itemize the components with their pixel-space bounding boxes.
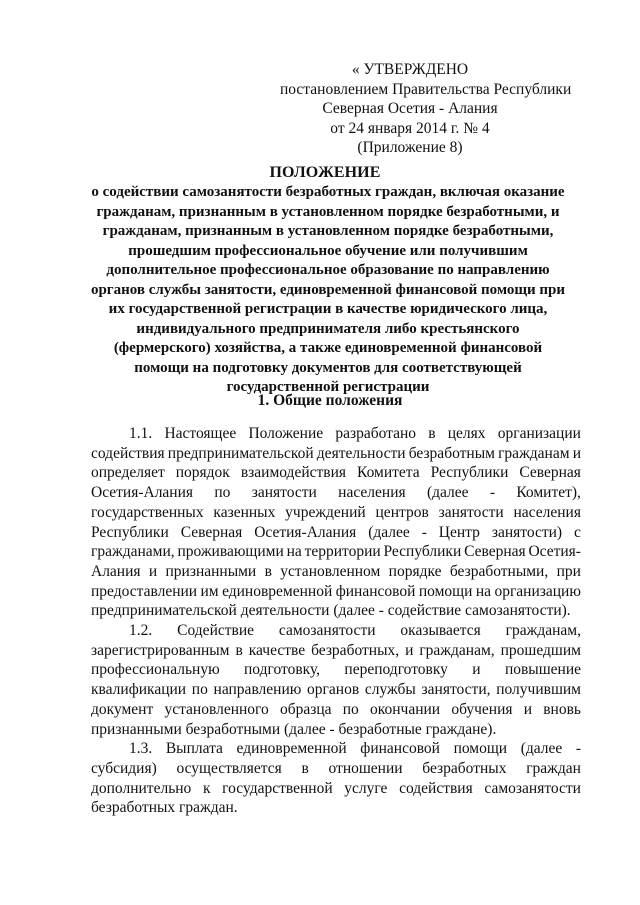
word: Осетия-: [528, 543, 581, 561]
word: услуге: [344, 779, 388, 797]
paragraph-line: [91, 680, 581, 700]
paragraph-line: [91, 424, 581, 444]
word: учреждений: [285, 503, 366, 521]
word: целях: [447, 425, 486, 442]
subtitle-line: гражданам, признанным в установленном порядке безработными, и: [96, 203, 560, 220]
word: по: [342, 700, 359, 718]
word: содействия: [399, 779, 473, 797]
word: (далее: [426, 484, 469, 502]
word: взаимодействия: [240, 464, 347, 482]
word: в: [301, 759, 309, 777]
paragraph-line: [91, 660, 581, 680]
word: на: [475, 582, 491, 600]
line-text: признанными безработными (далее - безработные граждане).: [91, 720, 497, 738]
paragraph-line: [91, 720, 581, 740]
word: содействия: [91, 444, 165, 462]
word: Республики: [383, 543, 462, 561]
subtitle-line: их государственной регистрации в качестве юридического лица,: [108, 301, 548, 317]
paragraph-line: [91, 621, 581, 641]
word: предпринимательской: [167, 444, 314, 462]
word: помощи: [418, 582, 473, 600]
word: качестве: [248, 641, 306, 659]
approval-line: (Приложение 8): [357, 139, 463, 156]
paragraph-line: [91, 483, 581, 503]
paragraph-line: [91, 582, 581, 602]
word: единовременной: [236, 740, 347, 758]
word: проживающими: [177, 543, 284, 561]
word: Северная: [464, 543, 526, 561]
word: территории: [304, 543, 381, 561]
subtitle-line: (фермерского) хозяйства, а также единовременной финансовой: [113, 340, 543, 356]
word: -: [489, 484, 496, 502]
subtitle-line: прошедшим профессиональное обучение или получившим: [128, 242, 528, 259]
word: оказывается: [400, 622, 481, 640]
word: Осетия-Алания: [254, 523, 357, 541]
word: предоставлении: [91, 582, 198, 600]
word: Осетия-Алания: [91, 484, 194, 502]
word: единовременной: [222, 582, 333, 600]
word: населения: [338, 484, 406, 502]
line-text: предпринимательской деятельности (далее - содействие самозанятости).: [91, 602, 571, 620]
word: гражданам: [498, 444, 570, 462]
subtitle-line: помощи на подготовку документов для соответствующей: [134, 359, 522, 376]
paragraph-line: [91, 444, 581, 464]
word: (далее: [368, 523, 410, 541]
word: самозанятости: [484, 779, 581, 797]
word: Комитета: [357, 464, 420, 482]
word: Комитет),: [516, 484, 581, 502]
word: занятости: [438, 503, 504, 521]
word: (далее: [520, 740, 563, 758]
word: с: [574, 523, 581, 541]
word: государственных: [91, 503, 204, 521]
word: по: [214, 484, 231, 502]
subtitle-line: индивидуального предпринимателя либо крестьянского: [136, 320, 520, 337]
word: обучения: [451, 700, 513, 718]
subtitle-line: государственной регистрации: [226, 379, 430, 395]
approval-stamp: [280, 60, 572, 158]
word: субсидия): [91, 759, 157, 777]
word: безработным: [408, 444, 495, 462]
paragraph: [91, 621, 581, 739]
word: порядке: [388, 562, 442, 580]
word: установленного: [164, 700, 269, 718]
word: документ: [91, 700, 154, 718]
paragraph: [91, 739, 581, 818]
word: и: [523, 700, 533, 718]
word: Алания: [91, 562, 141, 580]
word: переподготовку: [344, 661, 448, 679]
section-heading: 1. Общие положения: [257, 392, 403, 409]
approval-line: постановлением Правительства Республики: [280, 80, 572, 98]
word: самозанятости: [278, 622, 376, 640]
word: безработных: [422, 759, 507, 777]
word: по: [191, 681, 208, 699]
paragraph-line: [91, 739, 581, 759]
subtitle-line: гражданам, признанным в установленном порядке безработными,: [102, 223, 554, 239]
paragraph-line: [91, 641, 581, 661]
document-subtitle: [80, 183, 576, 398]
word: безработных,: [311, 641, 400, 659]
word: на: [286, 543, 302, 561]
word: финансовой: [360, 740, 440, 758]
word: Настоящее: [164, 425, 237, 442]
word: занятости: [251, 484, 317, 502]
word: осуществляется: [176, 759, 282, 777]
subtitle-line: органов службы занятости, единовременной финансовой помощи при: [90, 281, 566, 298]
word: при: [556, 562, 581, 580]
word: зарегистрированным: [91, 641, 230, 659]
word: -: [421, 523, 427, 541]
word: им: [200, 582, 219, 600]
word: организацию: [494, 582, 581, 600]
subtitle-line: о содействии самозанятости безработных граждан, включая оказание: [91, 184, 565, 200]
word: получившим: [496, 681, 581, 699]
word: Северная: [180, 523, 243, 541]
word: повышение: [504, 661, 581, 679]
approval-line: Северная Осетия - Алания: [322, 100, 498, 117]
word: Содействие: [177, 622, 255, 640]
word: гражданами,: [91, 543, 175, 561]
word: безработными,: [449, 562, 549, 580]
word: 1.3.: [129, 740, 153, 758]
word: в: [428, 425, 436, 442]
word: деятельности: [316, 444, 406, 462]
word: занятости,: [421, 681, 491, 699]
word: занятости): [491, 523, 563, 541]
word: установленном: [280, 562, 381, 580]
paragraph-line: [91, 798, 581, 818]
paragraph-line: [91, 503, 581, 523]
paragraph-line: [91, 463, 581, 483]
word: граждан: [526, 759, 581, 777]
word: 1.1.: [129, 425, 153, 442]
word: и: [148, 562, 158, 580]
word: направлению: [213, 681, 302, 699]
word: в: [264, 562, 272, 580]
word: окончании: [370, 700, 441, 718]
word: вновь: [543, 700, 581, 718]
word: Центр: [438, 523, 480, 541]
word: центров: [375, 503, 429, 521]
paragraph-line: [91, 759, 581, 779]
word: Выплата: [165, 740, 223, 758]
word: органов: [307, 681, 360, 699]
paragraph-line: [91, 562, 581, 582]
document-title: ПОЛОЖЕНИЕ: [269, 164, 381, 181]
word: дополнительно: [91, 779, 192, 797]
word: и: [405, 641, 414, 659]
paragraph-line: [91, 779, 581, 799]
line-text: безработных граждан.: [91, 799, 238, 817]
paragraph: [91, 424, 581, 621]
approval-line: « УТВЕРЖДЕНО: [351, 61, 469, 78]
word: Северная: [519, 464, 581, 482]
word: населения: [513, 503, 581, 521]
word: прошедшим: [500, 641, 581, 659]
paragraph-line: [91, 700, 581, 720]
approval-line: от 24 января 2014 г. № 4: [330, 119, 490, 137]
word: государственной: [222, 779, 333, 797]
document-body: [91, 424, 581, 818]
word: порядок: [175, 464, 230, 482]
word: Положение: [248, 425, 324, 442]
word: образца: [279, 700, 332, 718]
word: и: [572, 444, 581, 462]
word: гражданам,: [505, 622, 581, 640]
word: финансовой: [335, 582, 416, 600]
paragraph-line: [91, 601, 581, 621]
word: казенных: [213, 503, 276, 521]
word: Республики: [91, 523, 169, 541]
paragraph-line: [91, 523, 581, 543]
word: к: [202, 779, 211, 797]
paragraph-line: [91, 542, 581, 562]
word: службы: [364, 681, 416, 699]
word: отношении: [328, 759, 403, 777]
subtitle-line: дополнительное профессиональное образование по направлению: [106, 262, 550, 278]
word: определяет: [91, 464, 165, 482]
word: -: [575, 740, 581, 758]
word: Республики: [430, 464, 509, 482]
word: организации: [497, 425, 581, 442]
word: 1.2.: [129, 622, 153, 640]
word: и: [472, 661, 481, 679]
word: разработано: [335, 425, 417, 442]
word: профессиональную: [91, 661, 220, 679]
word: в: [235, 641, 243, 659]
word: квалификации: [91, 681, 187, 699]
word: помощи: [453, 740, 508, 758]
word: признанными: [165, 562, 257, 580]
word: подготовку,: [244, 661, 321, 679]
word: гражданам,: [419, 641, 495, 659]
